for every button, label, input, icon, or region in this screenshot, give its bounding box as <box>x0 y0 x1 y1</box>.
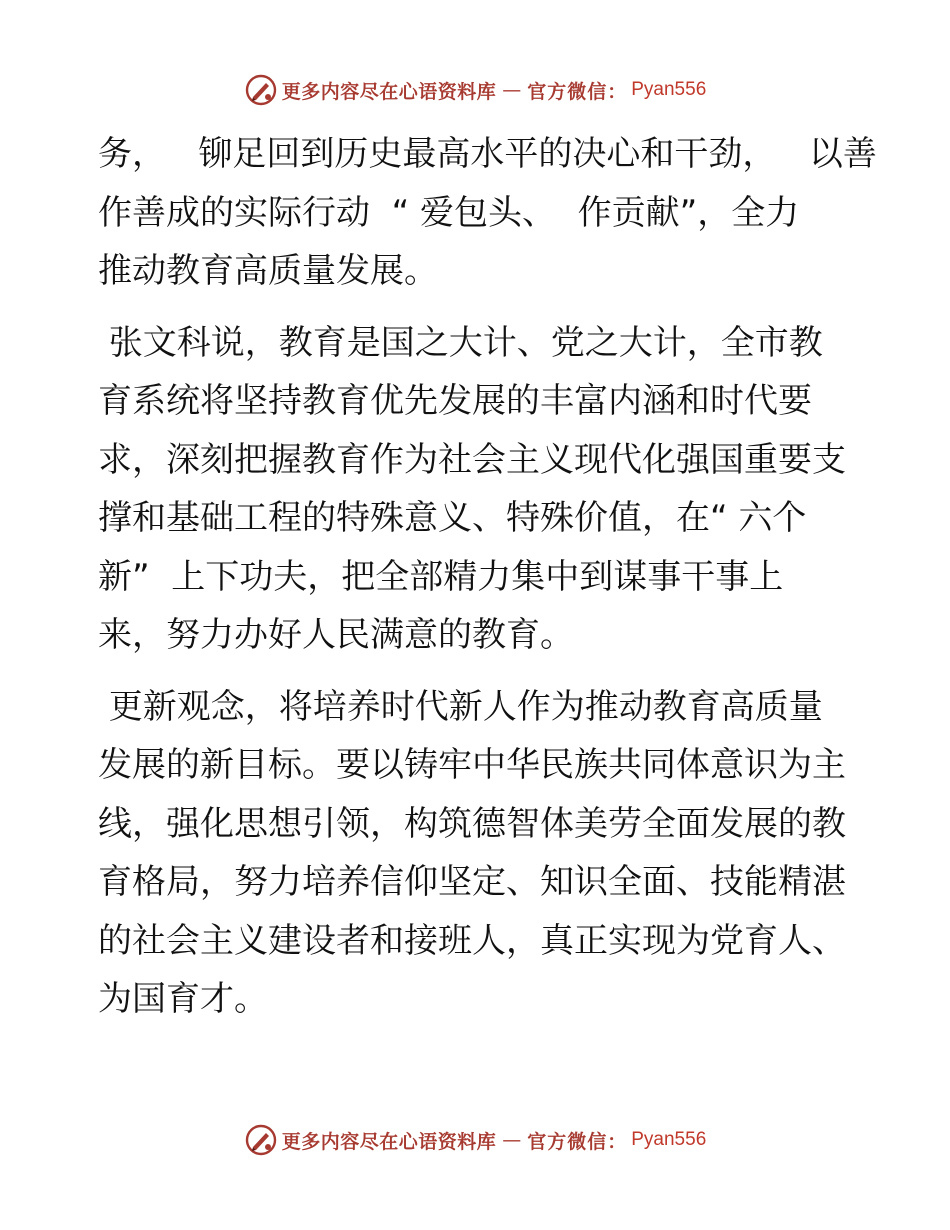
banner-wechat-label: 官方微信： <box>527 1130 628 1153</box>
header-banner <box>0 70 950 110</box>
text-line: 来，努力办好人民满意的教育。 <box>98 615 574 655</box>
text-line: 更新观念，将培养时代新人作为推动教育高质量 <box>98 686 823 727</box>
footer-banner <box>0 1120 950 1160</box>
banner-wechat-id: Pyan556 <box>631 79 707 100</box>
banner-wechat-id: Pyan556 <box>631 1129 707 1150</box>
banner-main-text: 更多内容尽在心语资料库 <box>281 1130 497 1153</box>
paragraph <box>98 314 858 665</box>
text-line: 求，深刻把握教育作为社会主义现代化强国重要支 <box>98 439 846 480</box>
paragraph <box>98 125 877 301</box>
text-line: 育格局，努力培养信仰坚定、知识全面、技能精湛 <box>98 862 846 902</box>
text-line: 作善成的实际行动 “ 爱包头、 作贡献”，全力 <box>98 192 800 233</box>
text-line: 线，强化思想引领，构筑德智体美劳全面发展的教 <box>98 803 846 844</box>
text-line: 撑和基础工程的特殊意义、特殊价值，在“ 六个 <box>98 498 807 538</box>
banner-wechat-label: 官方微信： <box>527 80 628 103</box>
text-line: 推动教育高质量发展。 <box>98 251 438 291</box>
text-line: 的社会主义建设者和接班人，真正实现为党育人、 <box>98 920 846 961</box>
pen-circle-logo-icon <box>244 1123 278 1157</box>
banner-main-text: 更多内容尽在心语资料库 <box>281 80 497 103</box>
paragraph <box>98 678 858 1029</box>
text-line: 育系统将坚持教育优先发展的丰富内涵和时代要 <box>98 381 812 421</box>
text-line: 务， 铆足回到历史最高水平的决心和干劲， 以善 <box>98 134 877 174</box>
document-body <box>98 125 877 1029</box>
banner-dash: — <box>502 79 522 101</box>
text-line: 新” 上下功夫，把全部精力集中到谋事干事上 <box>98 556 784 597</box>
text-line: 张文科说，教育是国之大计、党之大计，全市教 <box>98 322 823 363</box>
text-line: 为国育才。 <box>98 979 268 1019</box>
banner-dash: — <box>502 1129 522 1151</box>
pen-circle-logo-icon <box>244 73 278 107</box>
text-line: 发展的新目标。要以铸牢中华民族共同体意识为主 <box>98 745 846 785</box>
